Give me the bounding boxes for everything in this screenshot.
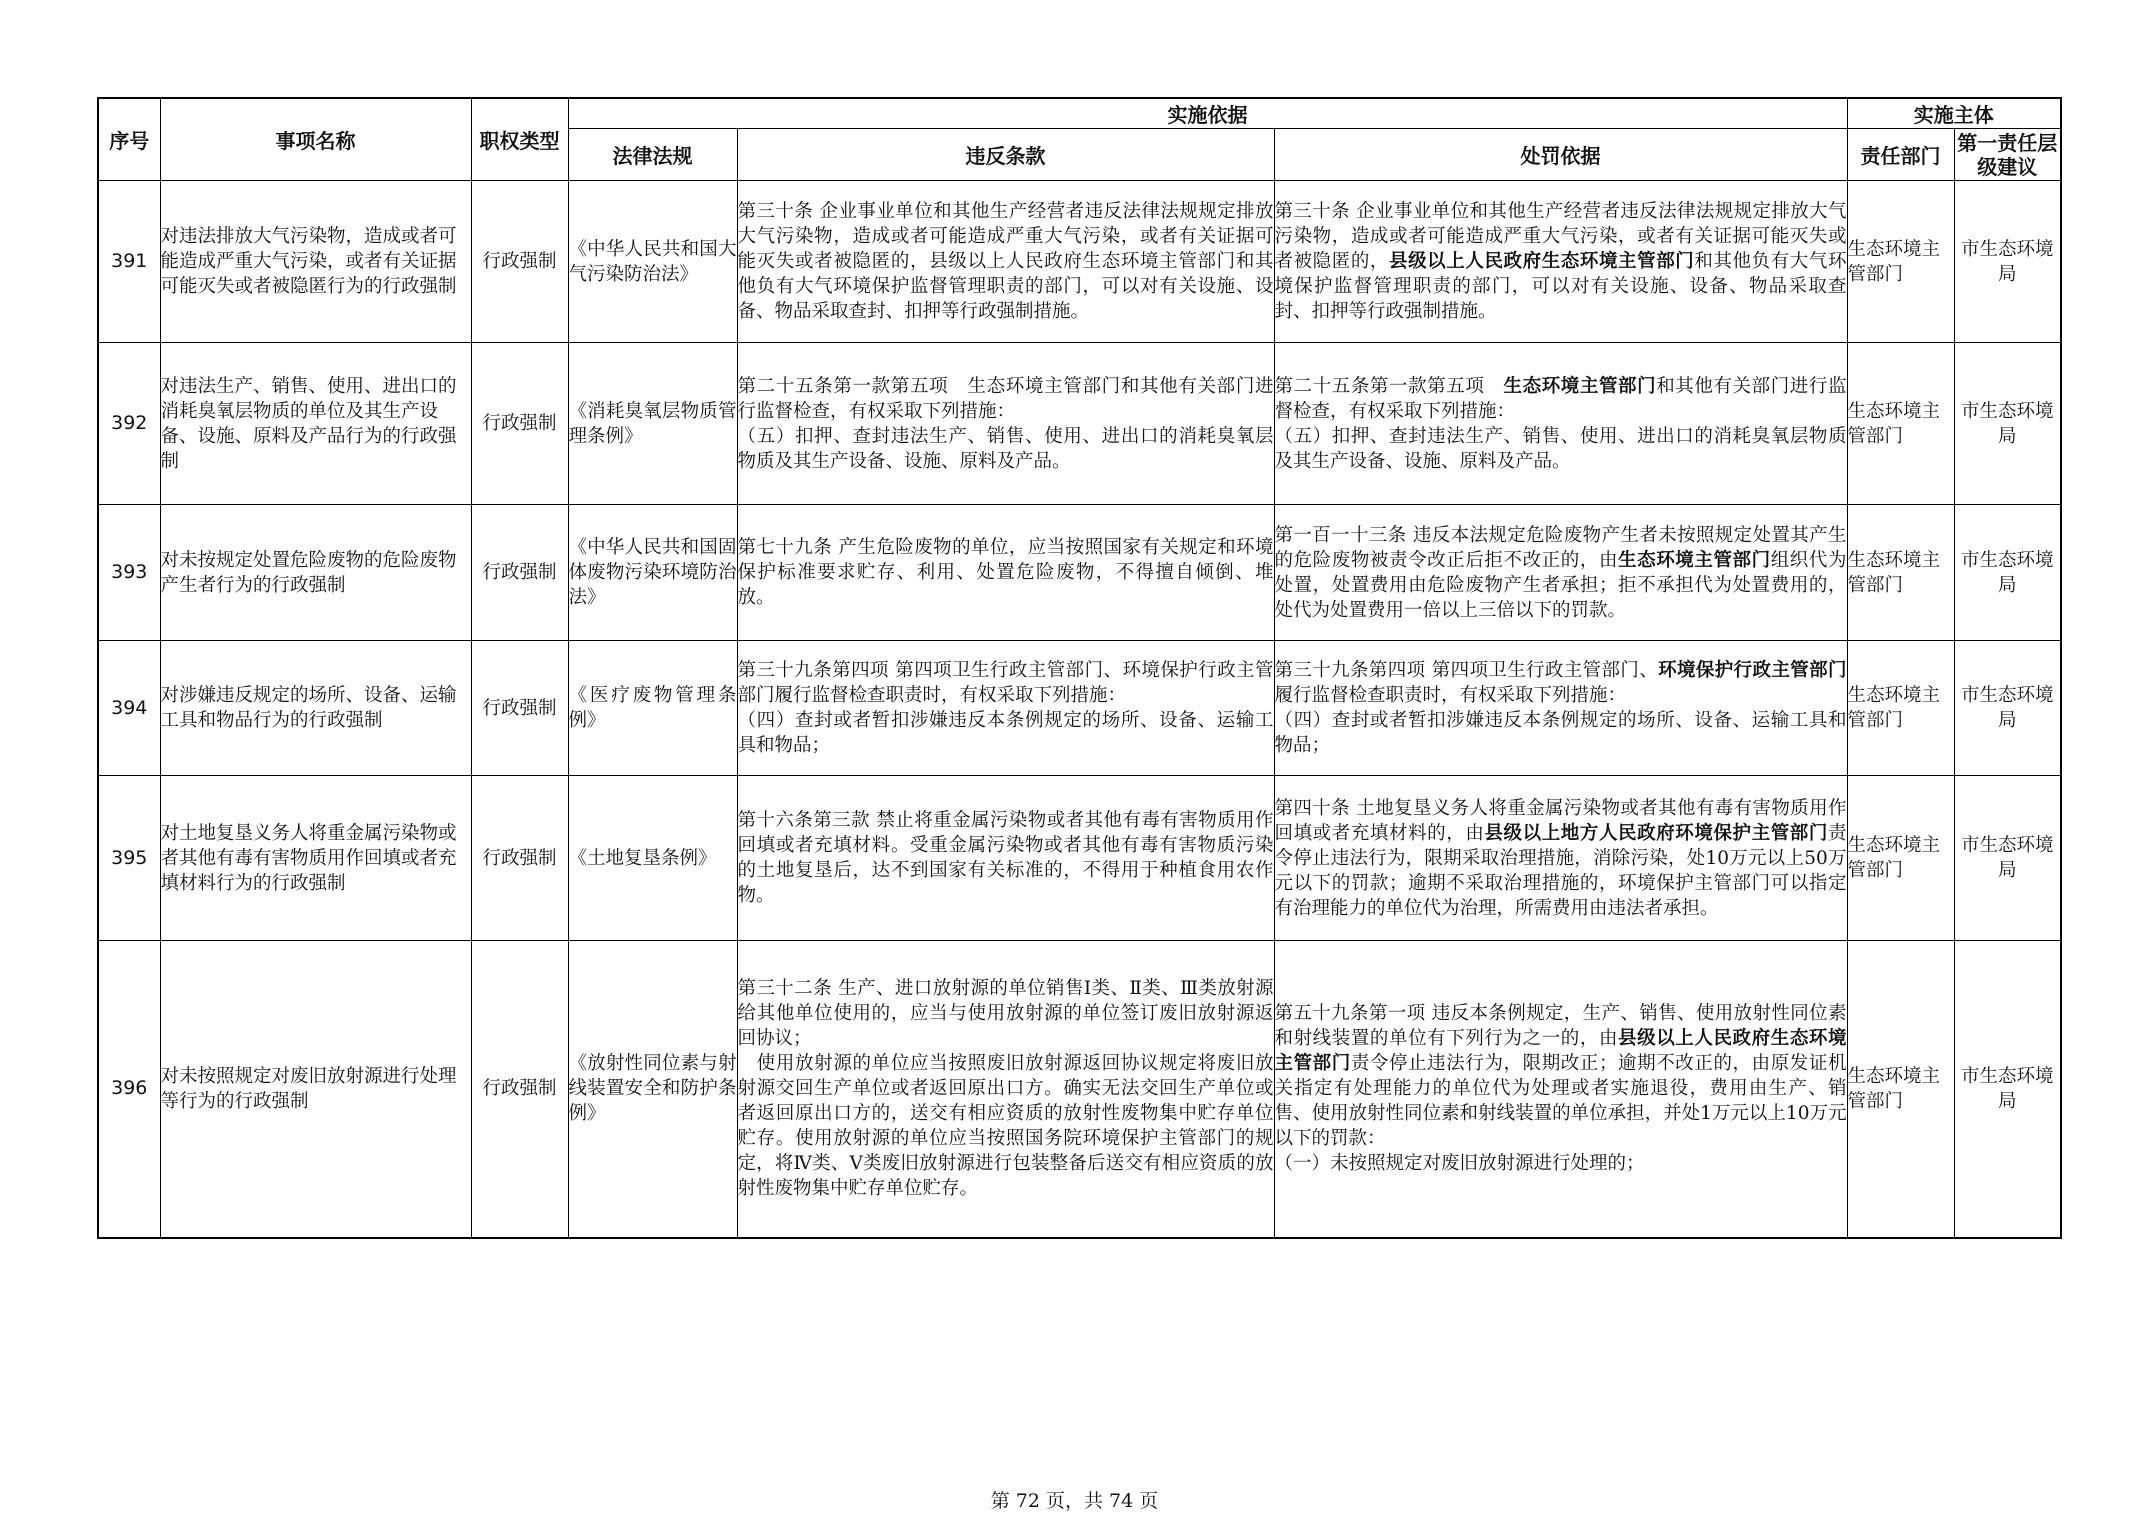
table-row [98, 343, 2061, 505]
item-name: 对未按照规定对废旧放射源进行处理等行为的行政强制 [160, 941, 471, 1238]
violation-paragraph: 第十六条第三款 禁止将重金属污染物或者其他有毒有害物质用作回填或者充填材料。受重金属污染物或者其他有毒有害物质污染的土地复垦后，达不到国家有关标准的，不得用于种植食用农作物。 [737, 810, 1274, 906]
responsible-dept: 生态环境主管部门 [1847, 641, 1954, 776]
violation-clause [737, 776, 1274, 941]
penalty-basis [1274, 941, 1847, 1238]
header-type: 职权类型 [471, 98, 568, 181]
penalty-text: 组织代为处置，处置费用由危险废物产生者承担；拒不承担代为处置费用的，处代为处置费用一倍以上三倍以下的罚款。 [1274, 549, 1847, 621]
penalty-text: 和其他负有大气环境保护监督管理职责的部门，可以对有关设施、设备、物品采取查封、扣押等行政强制措施。 [1274, 251, 1847, 322]
table-row [98, 641, 2061, 776]
header-level: 第一责任层级建议 [1954, 129, 2061, 181]
violation-paragraph: 第三十九条第四项 第四项卫生行政主管部门、环境保护行政主管部门履行监督检查职责时，有权采取下列措施： [737, 660, 1274, 706]
law-name: 《中华人民共和国大气污染防治法》 [568, 181, 737, 343]
penalty-text: 第四十条 土地复垦义务人将重金属污染物或者其他有毒有害物质用作回填或者充填材料的，由 [1274, 797, 1847, 844]
row-number: 393 [98, 505, 160, 641]
row-number: 392 [98, 343, 160, 505]
law-name: 《土地复垦条例》 [568, 776, 737, 941]
page-footer: 第 72 页，共 74 页 [990, 1490, 1159, 1512]
penalty-basis [1274, 641, 1847, 776]
penalty-basis [1274, 776, 1847, 941]
first-level: 市生态环境局 [1954, 343, 2061, 505]
row-number: 396 [98, 941, 160, 1238]
first-level: 市生态环境局 [1954, 776, 2061, 941]
first-level: 市生态环境局 [1954, 505, 2061, 641]
law-name: 《中华人民共和国固体废物污染环境防治法》 [568, 505, 737, 641]
table-row [98, 181, 2061, 343]
penalty-authority: 县级以上人民政府生态环境主管部门 [1274, 1028, 1847, 1075]
responsible-dept: 生态环境主管部门 [1847, 181, 1954, 343]
row-number: 395 [98, 776, 160, 941]
violation-paragraph: 第七十九条 产生危险废物的单位，应当按照国家有关规定和环境保护标准要求贮存、利用、处置危险废物，不得擅自倾倒、堆放。 [737, 537, 1274, 608]
violation-paragraph: 第三十条 企业事业单位和其他生产经营者违反法律法规规定排放大气污染物，造成或者可能造成严重大气污染，或者有关证据可能灭失或者被隐匿的，县级以上人民政府生态环境主管部门和其他负有大气环境保护监督管理职责的部门，可以对有关设施、设备、物品采取查封、扣押等行政强制措施。 [737, 201, 1274, 322]
power-type: 行政强制 [471, 776, 568, 941]
item-name: 对违法生产、销售、使用、进出口的消耗臭氧层物质的单位及其生产设备、设施、原料及产品行为的行政强制 [160, 343, 471, 505]
penalty-authority: 县级以上地方人民政府环境保护主管部门 [1484, 822, 1828, 844]
first-level: 市生态环境局 [1954, 181, 2061, 343]
penalty-basis [1274, 181, 1847, 343]
penalty-text: 履行监督检查职责时，有权采取下列措施： [1274, 685, 1627, 706]
penalty-authority: 环境保护行政主管部门 [1658, 660, 1847, 681]
violation-clause [737, 941, 1274, 1238]
power-type: 行政强制 [471, 181, 568, 343]
header-basis: 实施依据 [568, 98, 1847, 129]
enforcement-table [97, 97, 2062, 1239]
penalty-text: 责令停止违法行为，限期采取治理措施，消除污染，处10万元以上50万元以下的罚款；逾期不采取治理措施的，环境保护主管部门可以指定有治理能力的单位代为治理，所需费用由违法者承担。 [1274, 822, 1847, 919]
first-level: 市生态环境局 [1954, 641, 2061, 776]
violation-paragraph: （四）查封或者暂扣涉嫌违反本条例规定的场所、设备、运输工具和物品； [737, 710, 1274, 756]
law-name: 《消耗臭氧层物质管理条例》 [568, 343, 737, 505]
row-number: 391 [98, 181, 160, 343]
power-type: 行政强制 [471, 505, 568, 641]
responsible-dept: 生态环境主管部门 [1847, 941, 1954, 1238]
table-row [98, 941, 2061, 1238]
penalty-authority: 生态环境主管部门 [1618, 549, 1771, 571]
table-body [98, 181, 2061, 1238]
item-name: 对涉嫌违反规定的场所、设备、运输工具和物品行为的行政强制 [160, 641, 471, 776]
header-dept: 责任部门 [1847, 129, 1954, 181]
law-name: 《放射性同位素与射线装置安全和防护条例》 [568, 941, 737, 1238]
penalty-text: 第一百一十三条 违反本法规定危险废物产生者未按照规定处置其产生的危险废物被责令改正后拒不改正的，由 [1274, 524, 1847, 571]
table-row [98, 776, 2061, 941]
violation-clause [737, 343, 1274, 505]
penalty-text: （一）未按照规定对废旧放射源进行处理的； [1274, 1153, 1645, 1175]
power-type: 行政强制 [471, 641, 568, 776]
violation-paragraph: 第二十五条第一款第五项 生态环境主管部门和其他有关部门进行监督检查，有权采取下列措施： [737, 375, 1274, 422]
header-name: 事项名称 [160, 98, 471, 181]
penalty-text: 第三十条 企业事业单位和其他生产经营者违反法律法规规定排放大气污染物，造成或者可能造成严重大气污染，或者有关证据可能灭失或者被隐匿的， [1274, 201, 1847, 272]
header-subject: 实施主体 [1847, 98, 2061, 129]
header-violation: 违反条款 [737, 129, 1274, 181]
penalty-authority: 生态环境主管部门 [1503, 375, 1657, 397]
law-name: 《医疗废物管理条例》 [568, 641, 737, 776]
violation-clause [737, 505, 1274, 641]
power-type: 行政强制 [471, 941, 568, 1238]
item-name: 对违法排放大气污染物，造成或者可能造成严重大气污染，或者有关证据可能灭失或者被隐匿行为的行政强制 [160, 181, 471, 343]
penalty-text: （四）查封或者暂扣涉嫌违反本条例规定的场所、设备、运输工具和物品； [1274, 710, 1847, 756]
first-level: 市生态环境局 [1954, 941, 2061, 1238]
penalty-text: 第二十五条第一款第五项 [1274, 375, 1504, 397]
item-name: 对土地复垦义务人将重金属污染物或者其他有毒有害物质用作回填或者充填材料行为的行政强制 [160, 776, 471, 941]
penalty-text: 第五十九条第一项 违反本条例规定，生产、销售、使用放射性同位素和射线装置的单位有下列行为之一的，由 [1274, 1003, 1847, 1050]
violation-paragraph: 使用放射源的单位应当按照废旧放射源返回协议规定将废旧放射源交回生产单位或者返回原出口方。确实无法交回生产单位或者返回原出口方的，送交有相应资质的放射性废物集中贮存单位贮存。使用放射源的单位应当按照国务院环境保护主管部门的规定，将Ⅳ类、Ⅴ类废旧放射源进行包装整备后送交有相应资质的放射性废物集中贮存单位贮存。 [737, 1053, 1274, 1200]
penalty-basis [1274, 343, 1847, 505]
penalty-text: （五）扣押、查封违法生产、销售、使用、进出口的消耗臭氧层物质及其生产设备、设施、原料及产品。 [1274, 425, 1847, 472]
responsible-dept: 生态环境主管部门 [1847, 343, 1954, 505]
header-seq: 序号 [98, 98, 160, 181]
violation-clause [737, 641, 1274, 776]
violation-clause [737, 181, 1274, 343]
penalty-basis [1274, 505, 1847, 641]
penalty-authority: 县级以上人民政府生态环境主管部门 [1389, 251, 1695, 272]
header-law: 法律法规 [568, 129, 737, 181]
penalty-text: 责令停止违法行为，限期改正；逾期不改正的，由原发证机关指定有处理能力的单位代为处理或者实施退役，费用由生产、销售、使用放射性同位素和射线装置的单位承担，并处1万元以上10万元以下的罚款： [1274, 1053, 1847, 1150]
item-name: 对未按规定处置危险废物的危险废物产生者行为的行政强制 [160, 505, 471, 641]
penalty-text: 和其他有关部门进行监督检查，有权采取下列措施： [1274, 375, 1847, 422]
penalty-text: 第三十九条第四项 第四项卫生行政主管部门、 [1274, 660, 1659, 681]
responsible-dept: 生态环境主管部门 [1847, 505, 1954, 641]
table-header [98, 98, 2061, 181]
responsible-dept: 生态环境主管部门 [1847, 776, 1954, 941]
violation-paragraph: 第三十二条 生产、进口放射源的单位销售Ⅰ类、Ⅱ类、Ⅲ类放射源给其他单位使用的，应当与使用放射源的单位签订废旧放射源返回协议； [737, 978, 1274, 1050]
header-penalty: 处罚依据 [1274, 129, 1847, 181]
row-number: 394 [98, 641, 160, 776]
power-type: 行政强制 [471, 343, 568, 505]
violation-paragraph: （五）扣押、查封违法生产、销售、使用、进出口的消耗臭氧层物质及其生产设备、设施、原料及产品。 [737, 425, 1274, 472]
table-row [98, 505, 2061, 641]
